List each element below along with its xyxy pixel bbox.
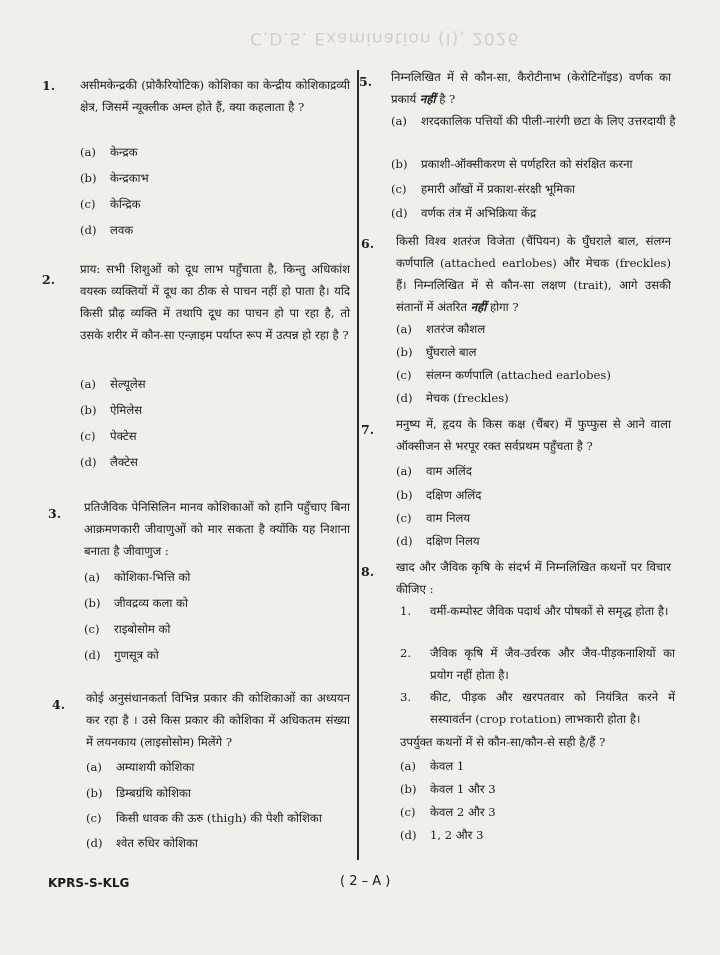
statement-3: 3. कीट, पीड़क और खरपतवार को नियंत्रित करने में सस्यावर्तन (crop rotation) लाभकारी होता है।	[400, 690, 675, 726]
option-text: दक्षिण अलिंद	[426, 488, 482, 502]
page-number: ( 2 – A )	[340, 874, 391, 889]
option-label: (d)	[80, 223, 97, 237]
option-label: (b)	[80, 171, 97, 185]
option-text: वर्णक तंत्र में अभिक्रिया केंद्र	[421, 206, 537, 220]
option-label: (d)	[396, 391, 413, 405]
option-text: वाम अलिंद	[426, 464, 472, 478]
question-number: 2.	[42, 272, 56, 287]
option-a[interactable]	[84, 566, 190, 588]
question-number: 6.	[361, 236, 375, 251]
option-d[interactable]	[396, 530, 480, 552]
option-label: (a)	[396, 464, 412, 478]
option-label: (a)	[391, 114, 407, 128]
option-a[interactable]	[80, 373, 146, 395]
option-text: केन्द्रक	[110, 145, 138, 159]
option-label: (b)	[396, 345, 413, 359]
option-b[interactable]	[396, 484, 481, 506]
option-text: शतरंज कौशल	[426, 322, 486, 336]
option-text: केन्द्रकाभ	[110, 171, 149, 185]
option-label: (b)	[391, 157, 408, 171]
option-a[interactable]	[80, 141, 138, 163]
option-text: केवल 2 और 3	[430, 805, 496, 819]
option-label: (b)	[400, 782, 417, 796]
statement-2: 2. जैविक कृषि में जैव-उर्वरक और जैव-पीड़कनाशियों का प्रयोग नहीं होता है।	[400, 646, 675, 682]
question-text: असीमकेन्द्रकी (प्रोकैरियोटिक) कोशिका का केन्द्रीय कोशिकाद्रव्यी क्षेत्र, जिसमें न्यूक्लीक अम्ल होते हैं, क्या कहलाता है ?	[80, 78, 350, 114]
option-c[interactable]	[84, 618, 170, 640]
column-divider	[357, 70, 359, 860]
option-label: (a)	[396, 322, 412, 336]
option-text: डिम्बग्रंथि कोशिका	[116, 786, 191, 800]
option-text: गुणसूत्र को	[114, 648, 159, 662]
option-label: (a)	[80, 145, 96, 159]
option-text: शरदकालिक पत्तियों की पीली-नारंगी छटा के लिए उत्तरदायी है	[421, 114, 676, 128]
option-a[interactable]	[391, 110, 681, 132]
option-text: पेक्टेस	[110, 429, 137, 443]
option-text: लवक	[110, 223, 134, 237]
option-text: हमारी आँखों में प्रकाश-संरक्षी भूमिका	[421, 182, 576, 196]
option-text: केवल 1 और 3	[430, 782, 496, 796]
option-label: (d)	[391, 206, 408, 220]
option-label: (a)	[400, 759, 416, 773]
option-label: (c)	[391, 182, 407, 196]
option-text: वाम निलय	[426, 511, 471, 525]
option-label: (a)	[84, 570, 100, 584]
option-b[interactable]	[396, 341, 476, 363]
option-b[interactable]	[400, 778, 496, 800]
option-label: (d)	[400, 828, 417, 842]
option-d[interactable]	[86, 832, 198, 854]
option-label: (a)	[86, 760, 102, 774]
option-c[interactable]	[80, 193, 141, 215]
option-b[interactable]	[391, 153, 633, 175]
option-text: जीवद्रव्य कला को	[114, 596, 188, 610]
option-c[interactable]	[396, 507, 470, 529]
option-label: (b)	[396, 488, 413, 502]
option-b[interactable]	[80, 399, 142, 421]
option-label: (a)	[80, 377, 96, 391]
question-text: निम्नलिखित में से कौन-सा, कैरोटीनाभ (केरोटिनॉइड) वर्णक का प्रकार्य नहीं है ?	[391, 70, 671, 106]
option-label: (c)	[80, 429, 96, 443]
option-text: 1, 2 और 3	[430, 828, 484, 842]
option-d[interactable]	[396, 387, 509, 409]
option-c[interactable]	[396, 364, 611, 386]
option-text: दक्षिण निलय	[426, 534, 480, 548]
option-label: (b)	[84, 596, 101, 610]
option-c[interactable]	[80, 425, 137, 447]
question-number: 5.	[359, 74, 373, 89]
question-text: कोई अनुसंधानकर्ता विभिन्न प्रकार की कोशिकाओं का अध्ययन कर रहा है । उसे किस प्रकार की कोशिका में अधिकतम संख्या में लयनकाय (लाइसोसोम) मिलेंगे ?	[86, 691, 350, 749]
option-d[interactable]	[80, 451, 138, 473]
option-c[interactable]	[86, 807, 322, 829]
option-text: घुँघराले बाल	[426, 345, 477, 359]
option-a[interactable]	[396, 460, 472, 482]
option-label: (c)	[86, 811, 102, 825]
question-text: प्राय: सभी शिशुओं को दूध लाभ पहुँचाता है, किन्तु अधिकांश वयस्क व्यक्तियों में दूध का ठीक से पाचन नहीं हो पाता है। यदि किसी प्रौढ़ व्यक्ति में तथापि दूध का पाचन हो पा रहा है, तो उसके शरीर में कौन-सा एन्ज़ाइम पर्याप्त रूप में उत्पन्न हो रहा है ?	[80, 262, 350, 342]
option-text: कोशिका-भित्ति को	[114, 570, 191, 584]
option-text: प्रकाशी-ऑक्सीकरण से पर्णहरित को संरक्षित करना	[421, 157, 633, 171]
option-a[interactable]	[86, 756, 194, 778]
option-label: (c)	[396, 511, 412, 525]
option-c[interactable]	[400, 801, 496, 823]
option-text: श्वेत रुधिर कोशिका	[116, 836, 198, 850]
question-number: 1.	[42, 78, 56, 93]
option-d[interactable]	[84, 644, 159, 666]
option-label: (c)	[396, 368, 412, 382]
option-label: (d)	[86, 836, 103, 850]
option-label: (d)	[396, 534, 413, 548]
option-label: (c)	[84, 622, 100, 636]
option-text: संलग्न कर्णपालि (attached earlobes)	[426, 368, 611, 382]
option-text: ऐमिलेस	[110, 403, 143, 417]
option-label: (b)	[80, 403, 97, 417]
option-text: सेल्यूलेस	[110, 377, 146, 391]
statement-1: 1. वर्मी-कम्पोस्ट जैविक पदार्थ और पोषकों से समृद्ध होता है।	[400, 604, 669, 618]
option-label: (d)	[84, 648, 101, 662]
question-text: खाद और जैविक कृषि के संदर्भ में निम्नलिखित कथनों पर विचार कीजिए :	[396, 560, 671, 596]
option-text: अम्याशयी कोशिका	[116, 760, 195, 774]
option-text: केन्द्रिक	[110, 197, 141, 211]
option-text: किसी धावक की ऊरु (thigh) की पेशी कोशिका	[116, 811, 322, 825]
option-c[interactable]	[391, 178, 575, 200]
paper-code: KPRS-S-KLG	[48, 876, 130, 890]
option-d[interactable]	[391, 202, 536, 224]
option-b[interactable]	[84, 592, 188, 614]
option-d[interactable]	[400, 824, 483, 846]
option-label: (c)	[400, 805, 416, 819]
question-number: 7.	[361, 422, 375, 437]
option-text: केवल 1	[430, 759, 465, 773]
question-end: उपर्युक्त कथनों में से कौन-सा/कौन-से सही है/हैं ?	[400, 735, 606, 749]
option-label: (b)	[86, 786, 103, 800]
option-text: लैक्टेस	[110, 455, 138, 469]
question-number: 3.	[48, 506, 62, 521]
option-a[interactable]	[400, 755, 464, 777]
question-text: प्रतिजैविक पेनिसिलिन मानव कोशिकाओं को हानि पहुँचाए बिना आक्रमणकारी जीवाणुओं को मार सकता है क्योंकि यह निशाना बनाता है जीवाणुज :	[84, 500, 350, 558]
bleed-through-header: C.D.S. Examination (I), 2026	[250, 28, 520, 48]
option-d[interactable]	[80, 219, 133, 241]
option-label: (d)	[80, 455, 97, 469]
option-text: राइबोसोम को	[114, 622, 171, 636]
option-b[interactable]	[80, 167, 149, 189]
question-text: मनुष्य में, हृदय के किस कक्ष (चैंबर) में फुप्फुस से आने वाला ऑक्सीजन से भरपूर रक्त सर्वप्रथम पहुँचता है ?	[396, 417, 671, 453]
option-label: (c)	[80, 197, 96, 211]
option-text: मेचक (freckles)	[426, 391, 509, 405]
question-number: 4.	[52, 697, 66, 712]
question-text: किसी विश्व शतरंज विजेता (चैंपियन) के घुँघराले बाल, संलग्न कर्णपालि (attached earlobes) और मेचक (freckles) हैं। निम्नलिखित में से कौन-सा लक्षण (trait), आगे उसकी संतानों में अंतरित नहीं होगा ?	[396, 234, 671, 314]
question-number: 8.	[361, 564, 375, 579]
option-b[interactable]	[86, 782, 191, 804]
option-a[interactable]	[396, 318, 485, 340]
